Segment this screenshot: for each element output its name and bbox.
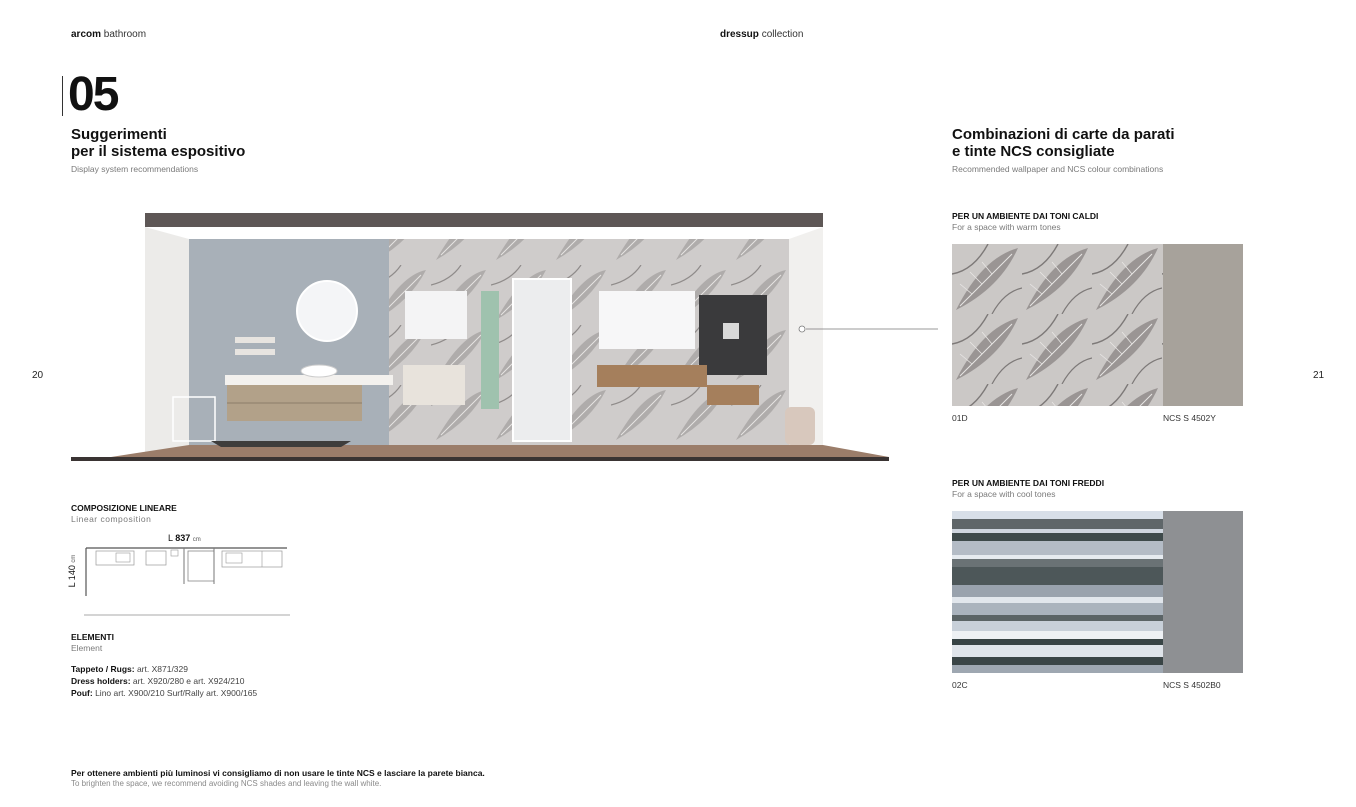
warm-ncs-swatch <box>1163 244 1243 406</box>
cool-subtitle: For a space with cool tones <box>952 489 1056 499</box>
composition-depth <box>66 548 78 592</box>
section-title <box>71 126 245 160</box>
warm-title: PER UN AMBIENTE DAI TONI CALDI <box>952 211 1099 221</box>
warm-wallpaper-swatch <box>952 244 1163 406</box>
element-item: Pouf: Lino art. X900/210 Surf/Rally art. X900/165 <box>71 688 258 698</box>
cool-ncs-swatch <box>1163 511 1243 673</box>
warm-ncs-code: NCS S 4502Y <box>1163 413 1216 423</box>
round-mirror <box>297 281 357 341</box>
warm-wallpaper-code: 01D <box>952 413 968 423</box>
length-value: 837 <box>175 533 191 543</box>
element-item: Tappeto / Rugs: art. X871/329 <box>71 664 188 674</box>
elements-list <box>71 663 257 699</box>
composition-plan <box>84 546 290 618</box>
section-subtitle: Display system recommendations <box>71 164 199 174</box>
section-divider <box>62 76 63 116</box>
footer-note-en: To brighten the space, we recommend avoiding NCS shades and leaving the wall white. <box>71 779 382 788</box>
page-number-right: 21 <box>1313 370 1325 381</box>
page-number-left: 20 <box>32 370 44 381</box>
cool-ncs-code: NCS S 4502B0 <box>1163 680 1221 690</box>
section-title-line1: Suggerimenti <box>71 126 167 143</box>
section-title-line2: per il sistema espositivo <box>71 143 246 160</box>
elements-title: ELEMENTI <box>71 632 114 642</box>
cool-wallpaper-code: 02C <box>952 680 968 690</box>
brand-rest: bathroom <box>103 29 147 40</box>
large-mirror <box>599 291 695 349</box>
cool-wallpaper-swatch <box>952 511 1163 673</box>
depth-unit: cm <box>71 554 77 563</box>
brand-bold: arcom <box>71 29 102 40</box>
wood-vanity <box>597 365 707 387</box>
connector-line <box>796 323 940 335</box>
length-prefix: L <box>168 533 173 543</box>
display-rendering <box>71 205 901 465</box>
length-unit: cm <box>192 537 201 543</box>
brand-header <box>71 29 146 40</box>
composition-subtitle: Linear composition <box>71 514 152 524</box>
ceiling-panel <box>145 213 823 227</box>
combinations-title-line1: Combinazioni di carte da parati <box>952 126 1175 143</box>
combinations-subtitle: Recommended wallpaper and NCS colour combinations <box>952 164 1164 174</box>
rect-mirror <box>405 291 467 339</box>
warm-subtitle: For a space with warm tones <box>952 222 1061 232</box>
cool-title: PER UN AMBIENTE DAI TONI FREDDI <box>952 478 1105 488</box>
pouf <box>785 407 815 445</box>
elements-subtitle: Element <box>71 643 103 653</box>
collection-header <box>720 29 803 40</box>
element-item: Dress holders: art. X920/280 e art. X924/210 <box>71 676 245 686</box>
composition-title: COMPOSIZIONE LINEARE <box>71 503 177 513</box>
depth-label: L 140 <box>67 565 77 588</box>
collection-rest: collection <box>761 29 804 40</box>
collection-bold: dressup <box>720 29 759 40</box>
composition-length <box>168 533 201 543</box>
footer-note-it: Per ottenere ambienti più luminosi vi consigliamo di non usare le tinte NCS e lasciare la parete bianca. <box>71 768 485 778</box>
section-number: 05 <box>68 68 118 121</box>
green-column <box>481 291 499 409</box>
rug <box>211 441 351 447</box>
shower-box <box>513 279 571 441</box>
combinations-title <box>952 126 1175 160</box>
combinations-title-line2: e tinte NCS consigliate <box>952 143 1115 160</box>
